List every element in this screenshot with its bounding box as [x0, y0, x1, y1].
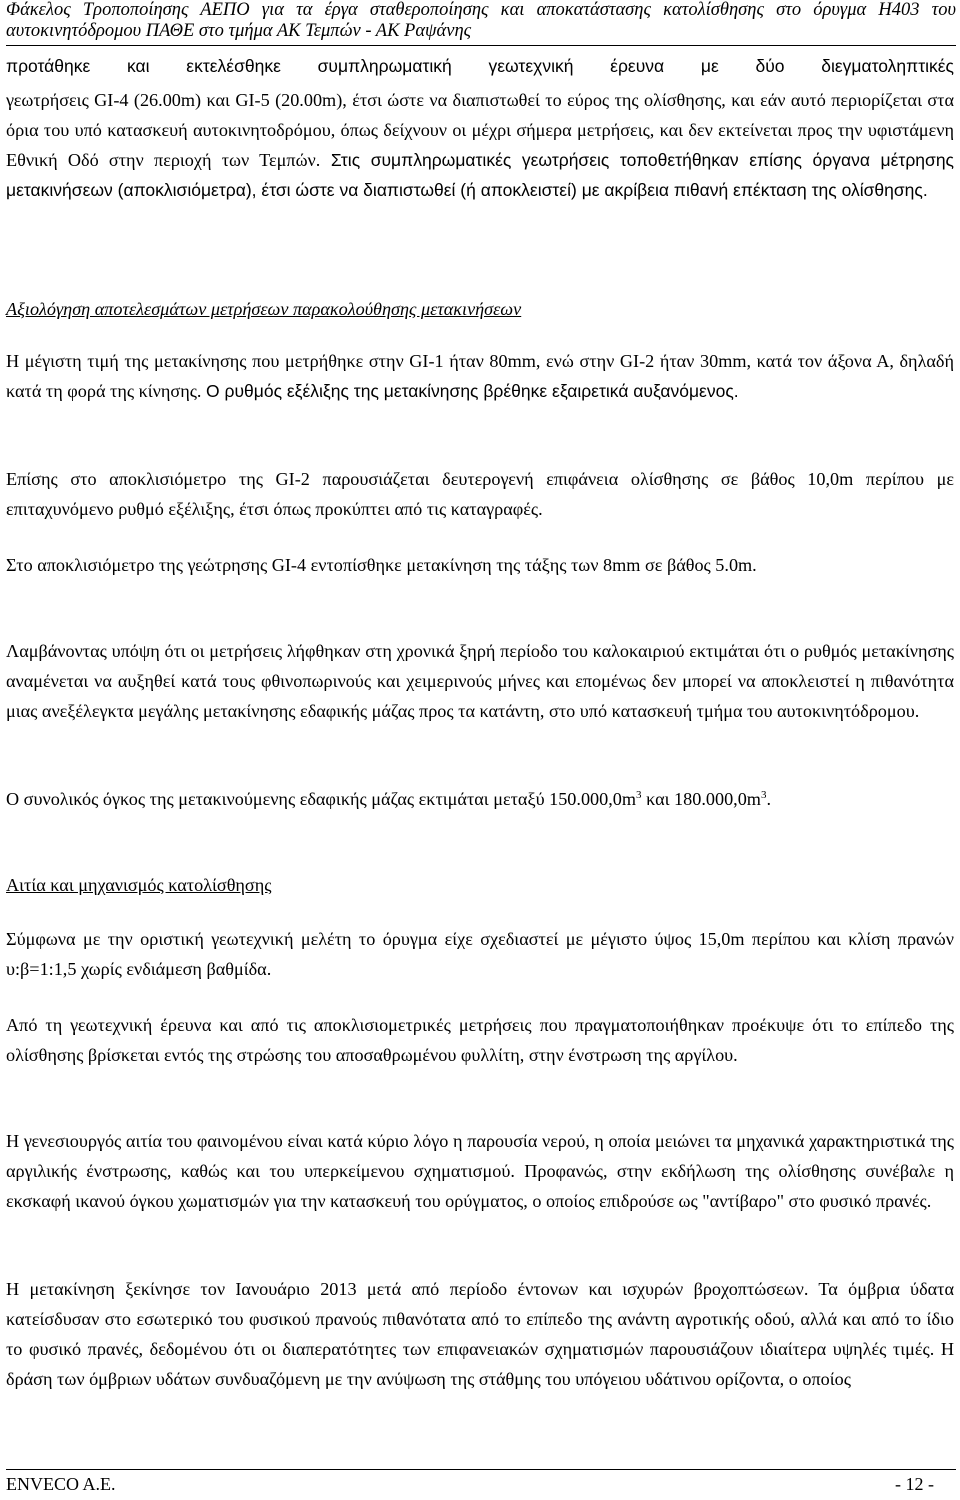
evaluation-paragraph-4: Λαμβάνοντας υπόψη ότι οι μετρήσεις λήφθηκαν στη χρονικά ξηρή περίοδο του καλοκαιριού εκτιμάται ότι ο ρυθμός μετακίνησης αναμένεται να αυξηθεί κατά τους φθινοπωρινούς και χειμερινούς μήνες και επομένως δεν μπορεί να αποκλειστεί η πιθανότητα μιας ανεξέλεγκτα μεγάλης μετακίνησης εδαφικής μάζας προς τα κατάντη, στο υπό κατασκευή τμήμα του αυτοκινητόδρομου. — [6, 641, 954, 721]
volume-text-b: και 180.000,0m — [641, 789, 761, 809]
cause-paragraph-1: Σύμφωνα με την οριστική γεωτεχνική μελέτη το όρυγμα είχε σχεδιαστεί με μέγιστο ύψος 15,0m περίπου και κλίση πρανών υ:β=1:1,5 χωρίς ενδιάμεση βαθμίδα. — [6, 929, 954, 979]
intro-paragraph — [6, 85, 954, 205]
footer-company: ENVECO A.E. — [6, 1474, 116, 1494]
volume-sup-b: 3 — [760, 789, 767, 801]
header-divider — [6, 45, 956, 46]
evaluation-paragraph-5 — [6, 784, 954, 814]
cause-paragraph-3: Η γενεσιουργός αιτία του φαινομένου είναι κατά κύριο λόγο η παρουσία νερού, η οποία μειώνει τα μηχανικά χαρακτηριστικά της αργιλικής ένστρωσης, καθώς και του υπερκείμενου σχηματισμού. Προφανώς, στην εκδήλωση της ολίσθησης συνέβαλε η εκσκαφή ικανού όγκου χωματισμών για την κατασκευή του ορύγματος, ο οποίος επιδρούσε ως "αντίβαρο" στο φυσικό πρανές. — [6, 1131, 954, 1211]
footer-divider — [6, 1469, 956, 1470]
intro-first-line: προτάθηκε και εκτελέσθηκε συμπληρωματική γεωτεχνική έρευνα με δύο διεγματοληπτικές — [6, 56, 954, 76]
evaluation-p1-part1: Η μέγιστη τιμή της μετακίνησης που μετρήθηκε στην GI-1 ήταν 80mm, ενώ στην GI-2 ήταν 30mm, κατά τον άξονα Α, δηλαδή κατά τη φορά της κίνησης. — [6, 351, 954, 401]
intro-text-part2: Στις συμπληρωματικές γεωτρήσεις τοποθετήθηκαν επίσης όργανα μέτρησης μετακινήσεων (αποκλισιόμετρα), έτσι ώστε να διαπιστωθεί (ή αποκλειστεί) με ακρίβεια πιθανή επέκταση της ολίσθησης. — [6, 150, 954, 200]
section-heading-evaluation: Αξιολόγηση αποτελεσμάτων μετρήσεων παρακολούθησης μετακινήσεων — [6, 299, 522, 319]
intro-text-part1: γεωτρήσεις GI-4 (26.00m) και GI-5 (20.00m), έτσι ώστε να διαπιστωθεί το εύρος της ολίσθησης, και εάν αυτό περιορίζεται στα όρια του υπό κατασκευή αυτοκινητοδρόμου, όπως δείχνουν οι μέχρι σήμερα μετρήσεις, και δεν εκτείνεται προς την υφιστάμενη Εθνική Οδό στην περιοχή των Τεμπών. — [6, 90, 954, 170]
running-header: Φάκελος Τροποποίησης ΑΕΠΟ για τα έργα σταθεροποίησης και αποκατάστασης κατολίσθησης στο όρυγμα Η403 του αυτοκινητόδρομου ΠΑΘΕ στο τμήμα ΑΚ Τεμπών - ΑΚ Ραψάνης — [6, 0, 956, 41]
volume-sup-a: 3 — [636, 789, 642, 801]
cause-paragraph-4: Η μετακίνηση ξεκίνησε τον Ιανουάριο 2013 μετά από περίοδο έντονων και ισχυρών βροχοπτώσεων. Τα όμβρια ύδατα κατείσδυσαν στο εσωτερικό του φυσικού πρανούς πιθανότατα από το επίπεδο της ανάντη αγροτικής οδού, αλλά και από το ίδιο το φυσικό πρανές, δεδομένου ότι οι διαπερατότητες των επιφανειακών σχηματισμών παρουσιάζουν ιδιαίτερα υψηλές τιμές. Η δράση των όμβριων υδάτων συνδυαζόμενη με την ανύψωση της στάθμης του υπόγειου υδάτινου ορίζοντα, ο οποίος — [6, 1279, 954, 1389]
volume-text-c: . — [766, 789, 771, 809]
volume-text-a: Ο συνολικός όγκος της μετακινούμενης εδαφικής μάζας εκτιμάται μεταξύ 150.000,0m — [6, 789, 637, 809]
evaluation-p1-part2: Ο ρυθμός εξέλιξης της μετακίνησης βρέθηκε εξαιρετικά αυξανόμενος. — [206, 381, 739, 401]
evaluation-paragraph-1 — [6, 346, 954, 406]
evaluation-paragraph-2: Επίσης στο αποκλισιόμετρο της GI-2 παρουσιάζεται δευτερογενή επιφάνεια ολίσθησης σε βάθος 10,0m περίπου με επιταχυνόμενο ρυθμό εξέλιξης, έτσι όπως προκύπτει από τις καταγραφές. — [6, 469, 954, 519]
cause-paragraph-2: Από τη γεωτεχνική έρευνα και από τις αποκλισιομετρικές μετρήσεις που πραγματοποιήθηκαν προέκυψε ότι το επίπεδο της ολίσθησης βρίσκεται εντός της στρώσης του αποσαθρωμένου φυλλίτη, στην ένστρωση της αργίλου. — [6, 1015, 954, 1065]
evaluation-paragraph-3: Στο αποκλισιόμετρο της γεώτρησης GI-4 εντοπίσθηκε μετακίνηση της τάξης των 8mm σε βάθος 5.0m. — [6, 555, 757, 575]
section-heading-cause: Αιτία και μηχανισμός κατολίσθησης — [6, 875, 272, 895]
page-number: - 12 - — [895, 1474, 934, 1494]
